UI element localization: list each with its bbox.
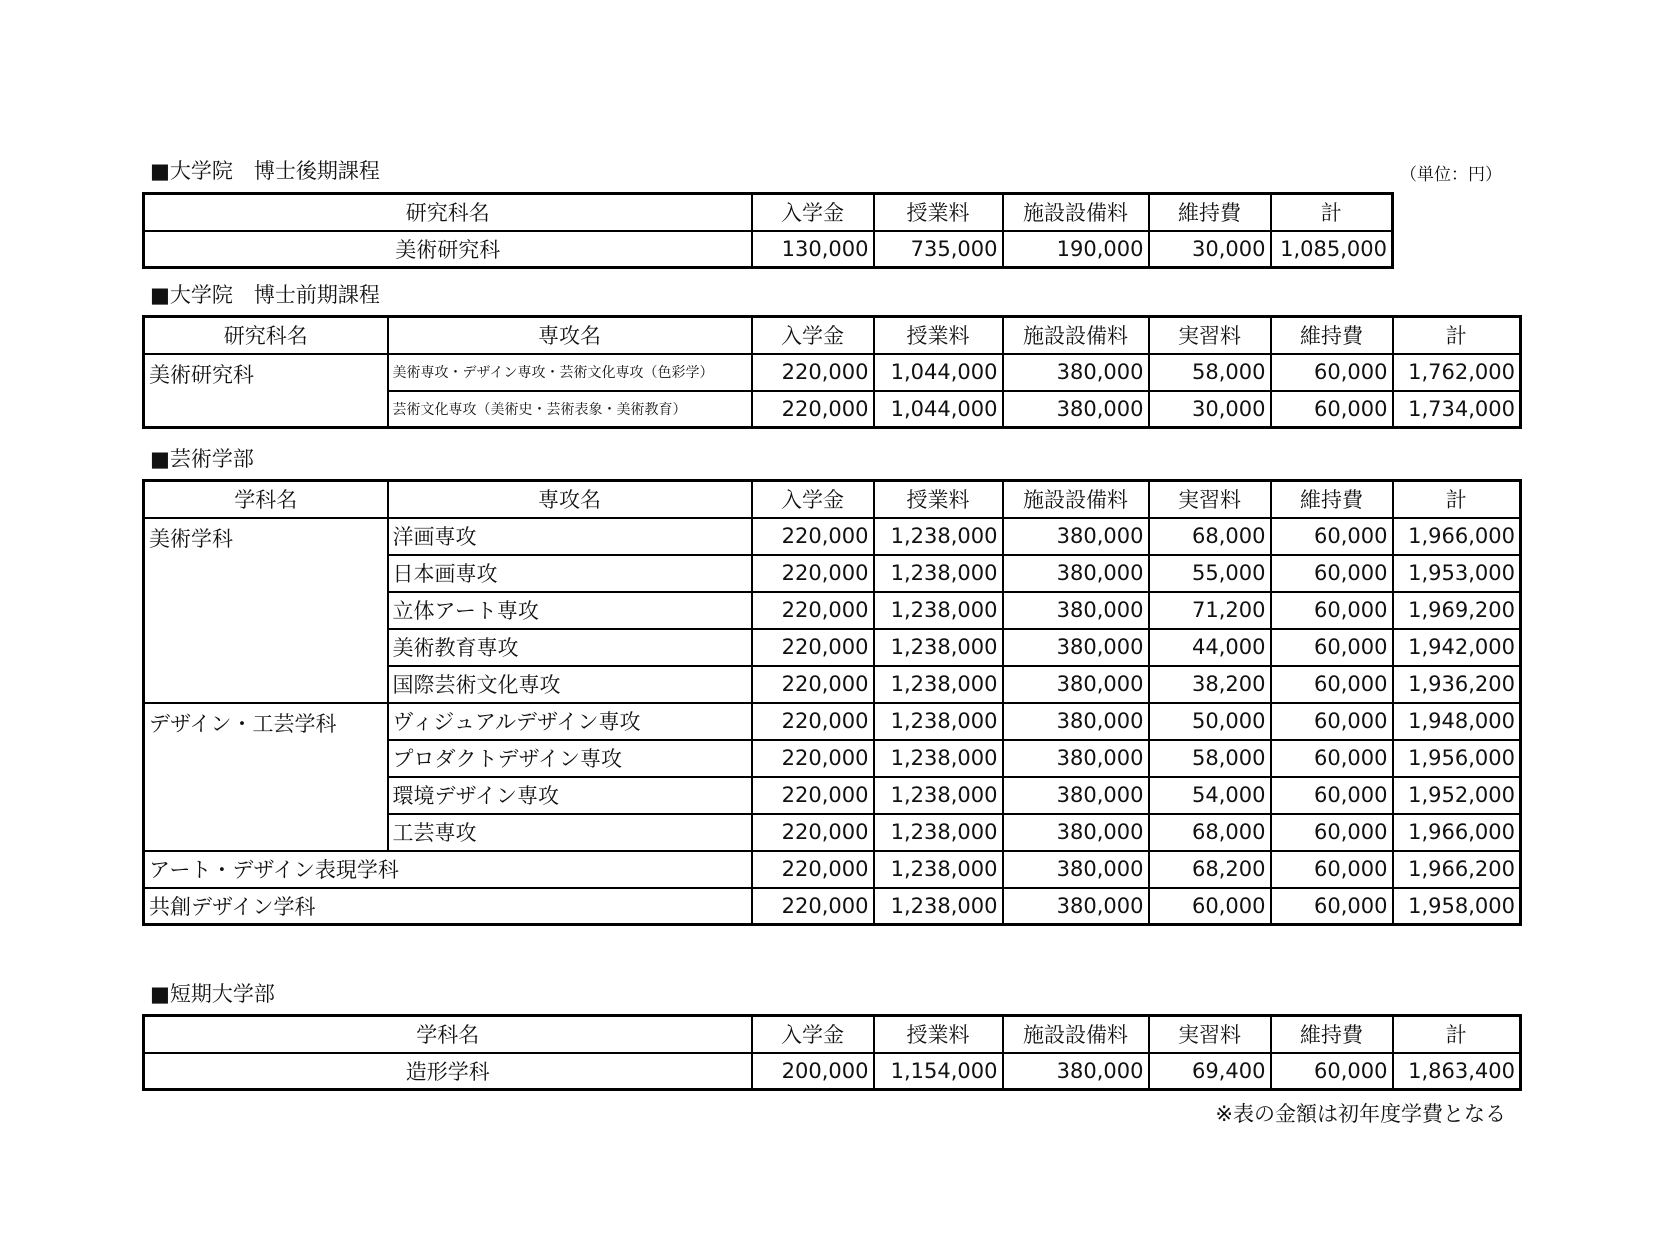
major-cell: 日本画専攻 — [388, 555, 752, 592]
junior-heading: ■短期大学部 — [150, 982, 275, 1006]
fee-cell: 1,238,000 — [874, 555, 1003, 592]
fee-cell: 220,000 — [752, 629, 874, 666]
table-header-row — [144, 1016, 1521, 1053]
header-cell: 実習料 — [1149, 481, 1271, 518]
fee-cell: 380,000 — [1003, 703, 1149, 740]
fee-cell: 60,000 — [1149, 888, 1271, 925]
table-header-row — [144, 317, 1521, 354]
dept-cell: アート・デザイン表現学科 — [144, 851, 752, 888]
dept-cell: 美術学科 — [144, 518, 388, 703]
fee-cell: 220,000 — [752, 777, 874, 814]
fee-cell: 220,000 — [752, 518, 874, 555]
total-cell: 1,948,000 — [1393, 703, 1521, 740]
fee-cell: 220,000 — [752, 703, 874, 740]
fee-cell: 1,238,000 — [874, 629, 1003, 666]
fee-cell: 1,238,000 — [874, 592, 1003, 629]
fee-cell: 1,238,000 — [874, 851, 1003, 888]
fee-cell: 60,000 — [1271, 555, 1393, 592]
fee-cell: 1,238,000 — [874, 888, 1003, 925]
fee-cell: 58,000 — [1149, 354, 1271, 391]
faculty-cell: 美術研究科 — [144, 231, 752, 268]
fee-cell: 380,000 — [1003, 592, 1149, 629]
fee-cell: 220,000 — [752, 851, 874, 888]
total-cell: 1,936,200 — [1393, 666, 1521, 703]
fee-cell: 60,000 — [1271, 518, 1393, 555]
masters-table — [142, 315, 1522, 429]
fee-cell: 68,000 — [1149, 518, 1271, 555]
table-row — [144, 354, 1521, 391]
fee-cell: 60,000 — [1271, 851, 1393, 888]
fee-cell: 735,000 — [874, 231, 1003, 268]
faculty-cell: 美術研究科 — [144, 354, 388, 428]
fee-cell: 380,000 — [1003, 777, 1149, 814]
fee-cell: 60,000 — [1271, 1053, 1393, 1090]
fee-cell: 60,000 — [1271, 629, 1393, 666]
fee-cell: 44,000 — [1149, 629, 1271, 666]
fee-cell: 380,000 — [1003, 740, 1149, 777]
doctoral-heading: ■大学院 博士後期課程 — [150, 159, 380, 183]
header-cell: 入学金 — [752, 1016, 874, 1053]
fee-cell: 380,000 — [1003, 555, 1149, 592]
fee-cell: 380,000 — [1003, 391, 1149, 428]
doctoral-table — [142, 192, 1394, 269]
total-cell: 1,966,000 — [1393, 814, 1521, 851]
header-cell: 専攻名 — [388, 481, 752, 518]
fee-cell: 60,000 — [1271, 888, 1393, 925]
fee-cell: 380,000 — [1003, 629, 1149, 666]
header-cell: 施設設備料 — [1003, 481, 1149, 518]
major-cell: 美術教育専攻 — [388, 629, 752, 666]
fee-cell: 60,000 — [1271, 592, 1393, 629]
fee-cell: 190,000 — [1003, 231, 1149, 268]
header-cell: 維持費 — [1149, 194, 1271, 231]
fee-cell: 200,000 — [752, 1053, 874, 1090]
table-row — [144, 703, 1521, 740]
fee-cell: 71,200 — [1149, 592, 1271, 629]
total-cell: 1,952,000 — [1393, 777, 1521, 814]
header-cell: 計 — [1271, 194, 1393, 231]
footnote: ※表の金額は初年度学費となる — [1215, 1102, 1506, 1126]
major-cell: 工芸専攻 — [388, 814, 752, 851]
major-cell: 立体アート専攻 — [388, 592, 752, 629]
unit-label: （単位：円） — [1400, 165, 1502, 185]
table-row — [144, 231, 1393, 268]
fee-cell: 60,000 — [1271, 740, 1393, 777]
header-cell: 施設設備料 — [1003, 1016, 1149, 1053]
fee-cell: 220,000 — [752, 814, 874, 851]
fee-cell: 1,238,000 — [874, 666, 1003, 703]
header-cell: 計 — [1393, 481, 1521, 518]
total-cell: 1,863,400 — [1393, 1053, 1521, 1090]
header-cell: 入学金 — [752, 194, 874, 231]
fee-cell: 1,238,000 — [874, 703, 1003, 740]
fee-cell: 380,000 — [1003, 888, 1149, 925]
fee-cell: 380,000 — [1003, 354, 1149, 391]
total-cell: 1,942,000 — [1393, 629, 1521, 666]
dept-cell: 造形学科 — [144, 1053, 752, 1090]
fee-cell: 1,238,000 — [874, 814, 1003, 851]
fee-cell: 30,000 — [1149, 231, 1271, 268]
major-cell: 国際芸術文化専攻 — [388, 666, 752, 703]
total-cell: 1,762,000 — [1393, 354, 1521, 391]
fee-cell: 220,000 — [752, 666, 874, 703]
table-row — [144, 888, 1521, 925]
fee-cell: 1,238,000 — [874, 518, 1003, 555]
fee-cell: 220,000 — [752, 888, 874, 925]
header-cell: 専攻名 — [388, 317, 752, 354]
arts-table — [142, 479, 1522, 926]
dept-cell: 共創デザイン学科 — [144, 888, 752, 925]
total-cell: 1,085,000 — [1271, 231, 1393, 268]
total-cell: 1,734,000 — [1393, 391, 1521, 428]
major-cell: 美術専攻・デザイン専攻・芸術文化専攻（色彩学） — [388, 354, 752, 391]
fee-cell: 60,000 — [1271, 354, 1393, 391]
fee-cell: 50,000 — [1149, 703, 1271, 740]
table-row — [144, 518, 1521, 555]
header-cell: 研究科名 — [144, 317, 388, 354]
table-header-row — [144, 194, 1393, 231]
table-row — [144, 1053, 1521, 1090]
fee-cell: 58,000 — [1149, 740, 1271, 777]
header-cell: 授業料 — [874, 1016, 1003, 1053]
fee-cell: 68,000 — [1149, 814, 1271, 851]
total-cell: 1,956,000 — [1393, 740, 1521, 777]
fee-cell: 220,000 — [752, 354, 874, 391]
fee-cell: 220,000 — [752, 592, 874, 629]
major-cell: ヴィジュアルデザイン専攻 — [388, 703, 752, 740]
fee-cell: 38,200 — [1149, 666, 1271, 703]
total-cell: 1,958,000 — [1393, 888, 1521, 925]
total-cell: 1,969,200 — [1393, 592, 1521, 629]
major-cell: 環境デザイン専攻 — [388, 777, 752, 814]
fee-cell: 60,000 — [1271, 391, 1393, 428]
fee-cell: 380,000 — [1003, 814, 1149, 851]
dept-cell: デザイン・工芸学科 — [144, 703, 388, 851]
fee-cell: 68,200 — [1149, 851, 1271, 888]
fee-cell: 1,238,000 — [874, 777, 1003, 814]
total-cell: 1,953,000 — [1393, 555, 1521, 592]
header-cell: 学科名 — [144, 481, 388, 518]
fee-cell: 54,000 — [1149, 777, 1271, 814]
header-cell: 実習料 — [1149, 317, 1271, 354]
fee-cell: 1,044,000 — [874, 391, 1003, 428]
fee-cell: 69,400 — [1149, 1053, 1271, 1090]
header-cell: 入学金 — [752, 317, 874, 354]
fee-cell: 55,000 — [1149, 555, 1271, 592]
fee-cell: 60,000 — [1271, 777, 1393, 814]
fee-cell: 220,000 — [752, 391, 874, 428]
major-cell: プロダクトデザイン専攻 — [388, 740, 752, 777]
header-cell: 維持費 — [1271, 317, 1393, 354]
header-cell: 施設設備料 — [1003, 194, 1149, 231]
header-cell: 授業料 — [874, 481, 1003, 518]
fee-cell: 380,000 — [1003, 666, 1149, 703]
fee-cell: 1,044,000 — [874, 354, 1003, 391]
header-cell: 学科名 — [144, 1016, 752, 1053]
fee-cell: 380,000 — [1003, 1053, 1149, 1090]
fee-cell: 30,000 — [1149, 391, 1271, 428]
header-cell: 入学金 — [752, 481, 874, 518]
masters-heading: ■大学院 博士前期課程 — [150, 283, 380, 307]
header-cell: 実習料 — [1149, 1016, 1271, 1053]
header-cell: 維持費 — [1271, 481, 1393, 518]
fee-cell: 380,000 — [1003, 851, 1149, 888]
fee-cell: 220,000 — [752, 740, 874, 777]
fee-cell: 60,000 — [1271, 703, 1393, 740]
total-cell: 1,966,000 — [1393, 518, 1521, 555]
header-cell: 授業料 — [874, 194, 1003, 231]
major-cell: 芸術文化専攻（美術史・芸術表象・美術教育） — [388, 391, 752, 428]
header-cell: 計 — [1393, 317, 1521, 354]
fee-cell: 1,154,000 — [874, 1053, 1003, 1090]
header-cell: 研究科名 — [144, 194, 752, 231]
major-cell: 洋画専攻 — [388, 518, 752, 555]
header-cell: 維持費 — [1271, 1016, 1393, 1053]
table-header-row — [144, 481, 1521, 518]
fee-cell: 60,000 — [1271, 666, 1393, 703]
fee-cell: 130,000 — [752, 231, 874, 268]
fee-cell: 60,000 — [1271, 814, 1393, 851]
total-cell: 1,966,200 — [1393, 851, 1521, 888]
header-cell: 施設設備料 — [1003, 317, 1149, 354]
junior-table — [142, 1014, 1522, 1091]
arts-heading: ■芸術学部 — [150, 447, 254, 471]
table-row — [144, 851, 1521, 888]
fee-cell: 380,000 — [1003, 518, 1149, 555]
header-cell: 授業料 — [874, 317, 1003, 354]
header-cell: 計 — [1393, 1016, 1521, 1053]
fee-cell: 220,000 — [752, 555, 874, 592]
fee-cell: 1,238,000 — [874, 740, 1003, 777]
